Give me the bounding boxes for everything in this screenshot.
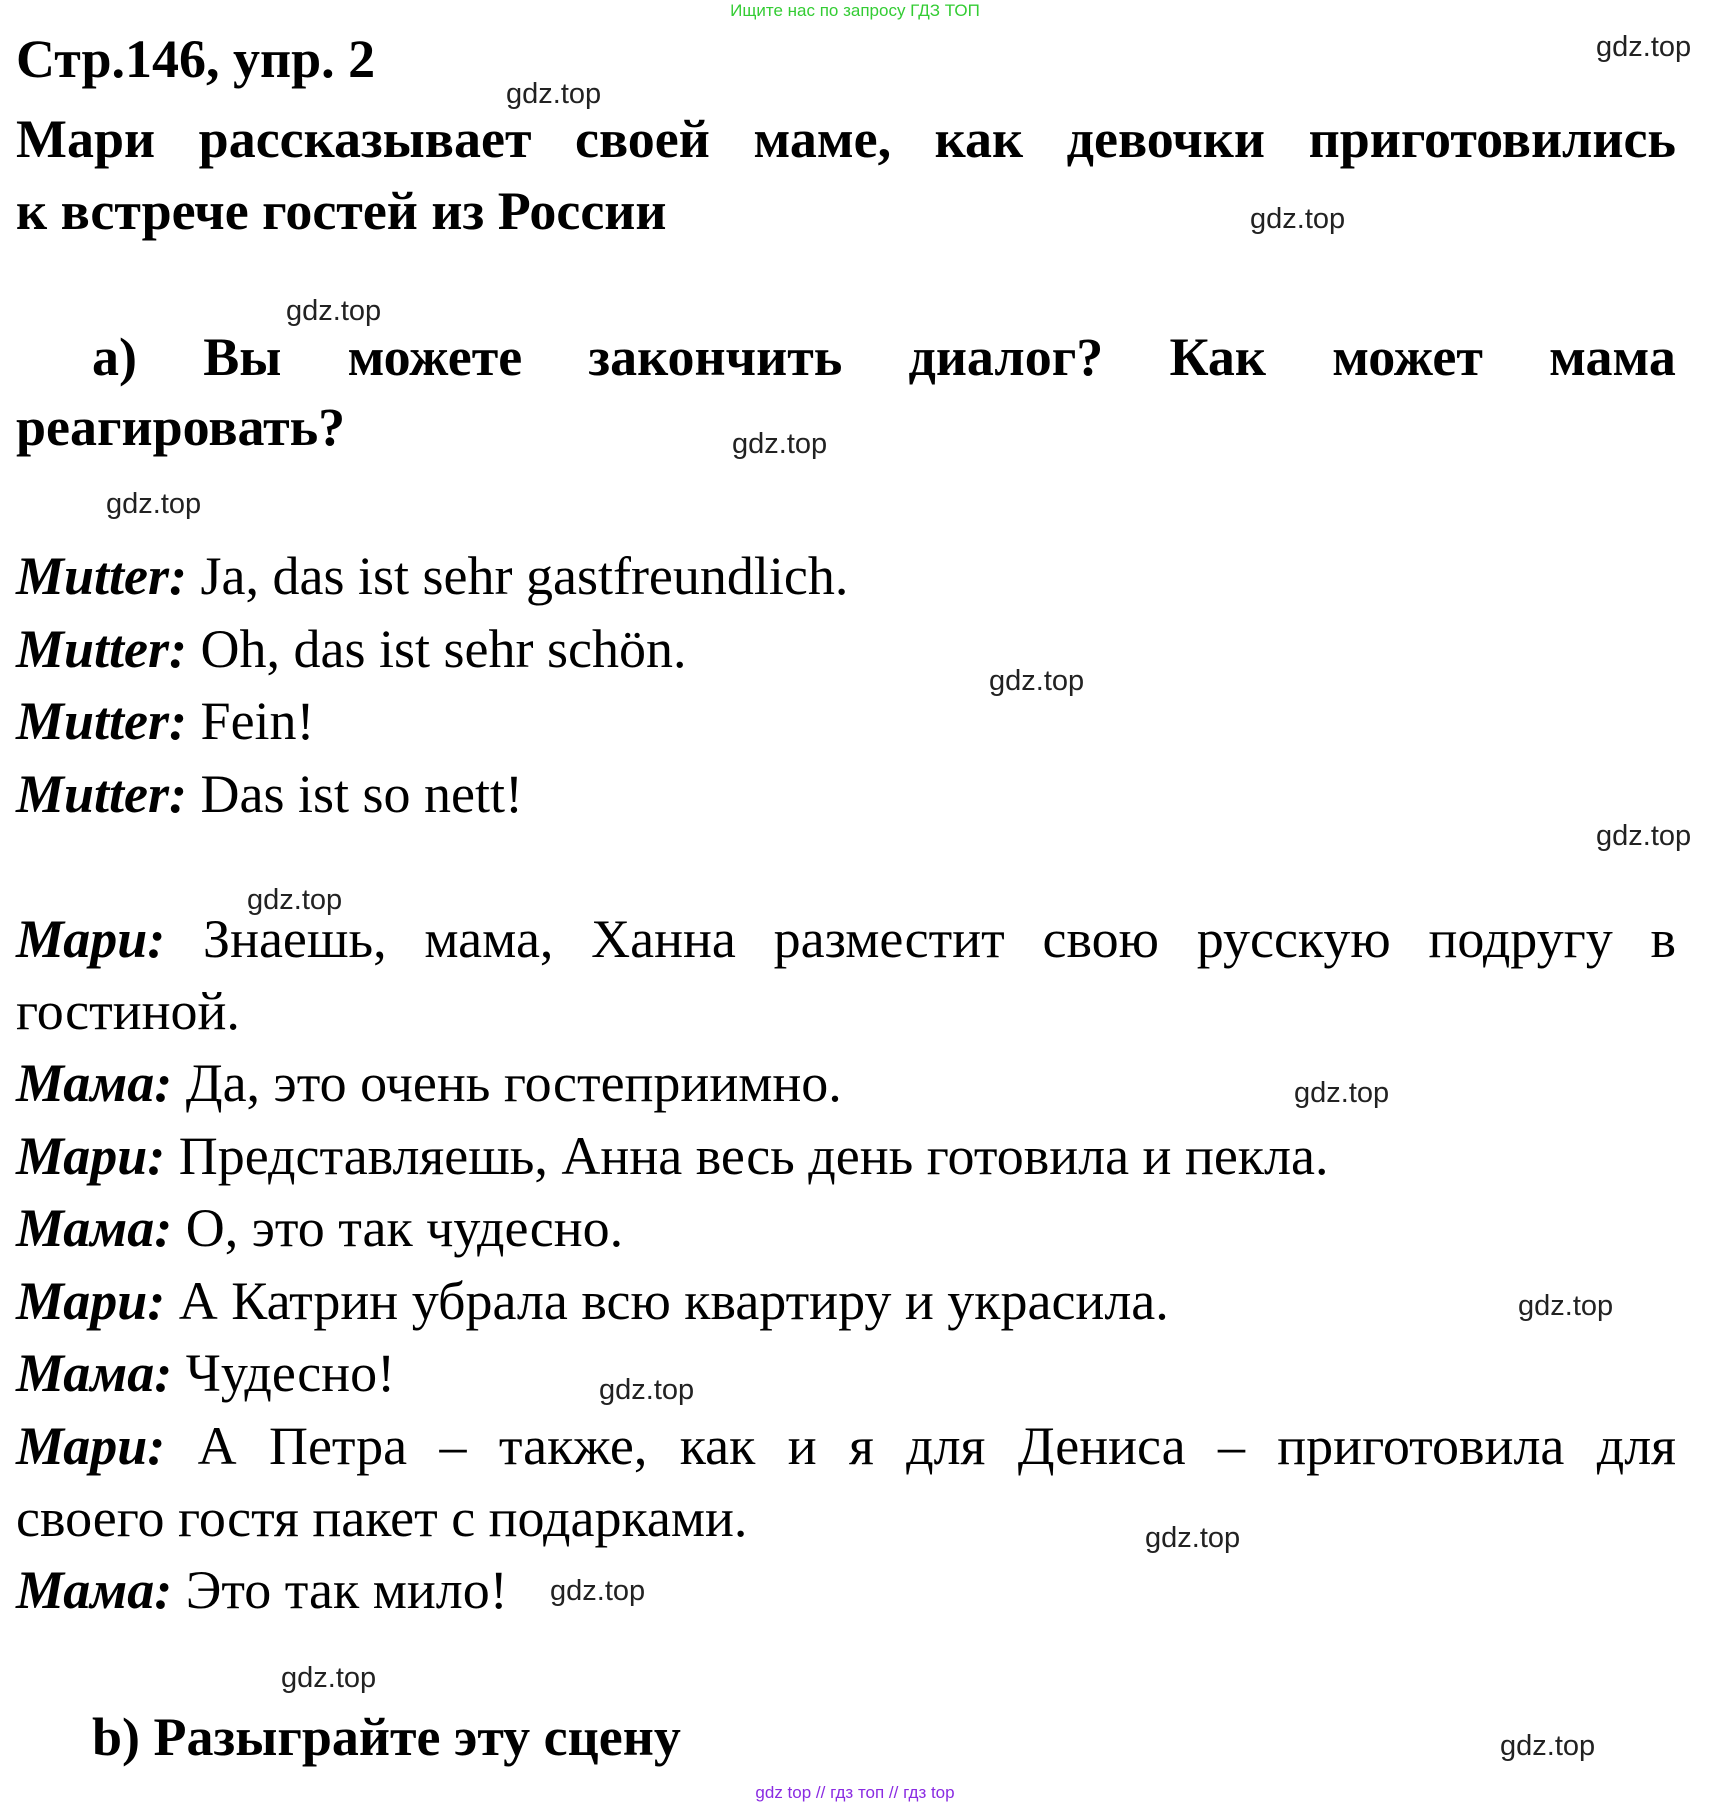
dialog-word: приготовила — [1277, 1416, 1565, 1476]
watermark: gdz.top — [1500, 1730, 1596, 1762]
speaker-label: Mutter: — [16, 764, 188, 824]
top-banner: Ищите нас по запросу ГДЗ ТОП — [730, 1, 980, 20]
line-text: Чудесно! — [172, 1343, 396, 1403]
watermark: gdz.top — [599, 1374, 695, 1406]
dialog-word: как — [679, 1416, 756, 1476]
line-text: Ja, das ist sehr gastfreundlich. — [187, 546, 849, 606]
part-a-word: может — [1332, 327, 1483, 387]
dialog-word: свою — [1042, 909, 1159, 969]
part-a-word: можете — [347, 327, 523, 387]
part-a-line-1 — [92, 326, 1676, 388]
dialog-word: Знаешь, — [203, 909, 387, 969]
dialog-word: Петра — [268, 1416, 408, 1476]
speaker-label: Мари: — [16, 1271, 166, 1331]
dialog-word: в — [1650, 909, 1676, 969]
german-line — [16, 690, 315, 752]
dialog-word: для — [906, 1416, 986, 1476]
watermark: gdz.top — [247, 884, 343, 916]
speaker-label: Мама: — [16, 1560, 173, 1620]
speaker-label: Мама: — [16, 1343, 173, 1403]
speaker-label: Mutter: — [16, 691, 188, 751]
speaker-label: Мари: — [16, 909, 166, 969]
speaker-label: Mutter: — [16, 619, 188, 679]
line-text: А Катрин убрала всю квартиру и украсила. — [165, 1271, 1169, 1331]
dialog-line — [16, 1342, 395, 1404]
watermark: gdz.top — [732, 428, 828, 460]
line-text: Oh, das ist sehr schön. — [187, 619, 687, 679]
dialog-word: и — [787, 1416, 817, 1476]
dialog-word: Ханна — [591, 909, 736, 969]
task-line-2: к встрече гостей из России — [16, 181, 667, 241]
task-line-1: Мари рассказывает своей маме, как девочки приготовились — [16, 109, 1676, 169]
dialog-word: разместит — [773, 909, 1005, 969]
watermark: gdz.top — [1518, 1290, 1614, 1322]
line-text: О, это так чудесно. — [172, 1198, 624, 1258]
line-text: Fein! — [187, 691, 315, 751]
part-a-word: Как — [1169, 327, 1266, 387]
part-a-word: мама — [1549, 327, 1676, 387]
line-text: Представляешь, Анна весь день готовила и пекла. — [165, 1126, 1329, 1186]
speaker-label: Мама: — [16, 1053, 173, 1113]
part-b-text: Разыграйте эту сцену — [153, 1707, 681, 1767]
dialog-word: для — [1596, 1416, 1676, 1476]
dialog-line — [16, 1415, 1676, 1477]
german-line — [16, 763, 523, 825]
part-a-marker: a) — [92, 327, 137, 387]
page-title: Стр.146, упр. 2 — [16, 29, 376, 89]
dialog-line — [16, 1052, 842, 1114]
dialog-line — [16, 1559, 508, 1621]
watermark: gdz.top — [506, 78, 602, 110]
german-line — [16, 618, 686, 680]
part-a-word: Вы — [203, 327, 282, 387]
speaker-label: Мари: — [16, 1126, 166, 1186]
speaker-label: Mutter: — [16, 546, 188, 606]
watermark: gdz.top — [1250, 203, 1346, 235]
dialog-line — [16, 1125, 1328, 1187]
line-text: Это так мило! — [172, 1560, 508, 1620]
dialog-word: подругу — [1428, 909, 1613, 969]
watermark: gdz.top — [1596, 31, 1692, 63]
watermark: gdz.top — [1145, 1522, 1241, 1554]
line-text: Да, это очень гостеприимно. — [172, 1053, 842, 1113]
watermark: gdz.top — [286, 295, 382, 327]
dialog-word: – — [439, 1416, 467, 1476]
dialog-line — [16, 908, 1676, 970]
watermark: gdz.top — [1596, 820, 1692, 852]
watermark: gdz.top — [989, 665, 1085, 697]
dialog-word: также, — [498, 1416, 648, 1476]
german-line — [16, 545, 848, 607]
speaker-label: Мари: — [16, 1416, 166, 1476]
dialog-word: мама, — [424, 909, 554, 969]
part-b — [92, 1706, 681, 1768]
dialog-word: – — [1217, 1416, 1245, 1476]
dialog-line-continuation: своего гостя пакет с подарками. — [16, 1488, 748, 1548]
dialog-word: Дениса — [1017, 1416, 1186, 1476]
dialog-line-continuation: гостиной. — [16, 981, 240, 1041]
speaker-label: Мама: — [16, 1198, 173, 1258]
watermark: gdz.top — [550, 1575, 646, 1607]
watermark: gdz.top — [281, 1662, 377, 1694]
bottom-banner: gdz top // гдз топ // гдз top — [755, 1783, 955, 1802]
dialog-line — [16, 1197, 623, 1259]
line-text: Das ist so nett! — [187, 764, 524, 824]
dialog-word: А — [197, 1416, 237, 1476]
dialog-word: русскую — [1196, 909, 1391, 969]
part-a-word: диалог? — [908, 327, 1104, 387]
watermark: gdz.top — [1294, 1077, 1390, 1109]
part-b-marker: b) — [92, 1707, 141, 1767]
dialog-line — [16, 1270, 1169, 1332]
part-a-word: закончить — [588, 327, 843, 387]
dialog-word: я — [848, 1416, 874, 1476]
part-a-line-2: реагировать? — [16, 397, 346, 457]
watermark: gdz.top — [106, 488, 202, 520]
